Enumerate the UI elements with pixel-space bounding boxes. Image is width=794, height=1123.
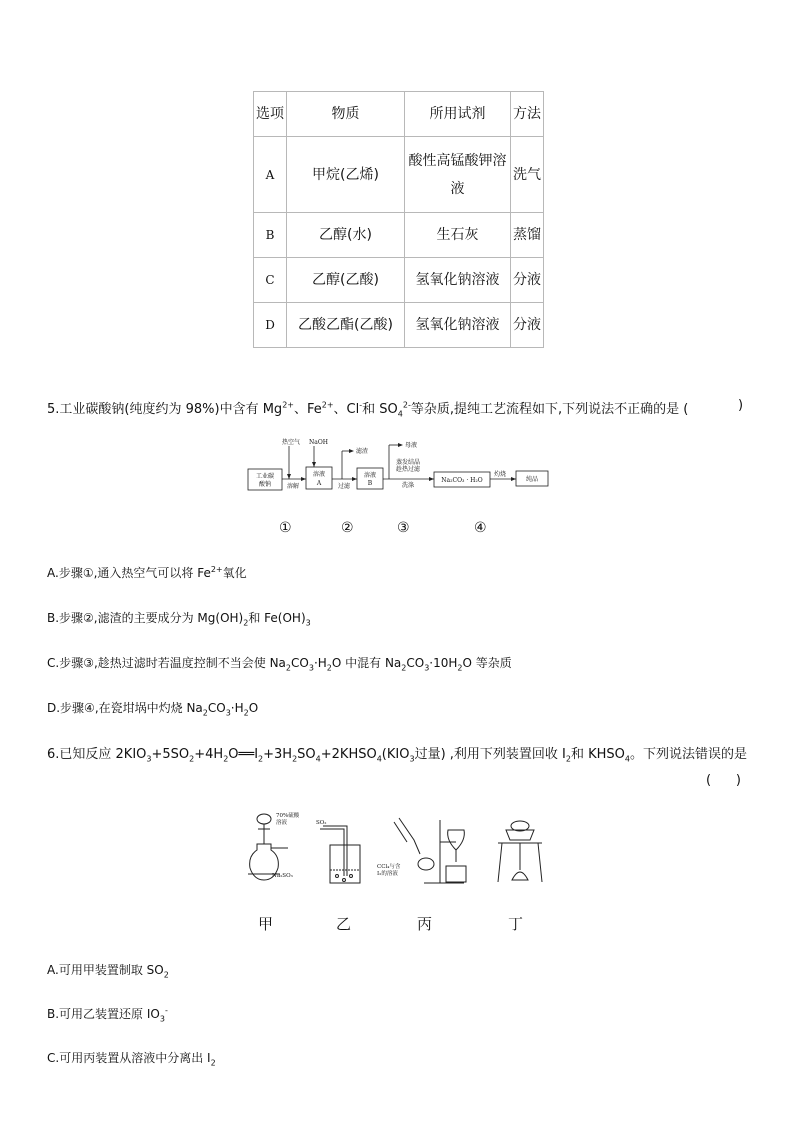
- option-subscript: 2: [243, 708, 249, 718]
- q5-text: 工业碳酸钠(纯度约为 98%)中含有 Mg: [59, 402, 283, 417]
- table-row: [254, 258, 544, 303]
- q5-flowchart: [246, 436, 556, 496]
- flow-evap-line1: 蒸发结晶: [396, 459, 421, 466]
- flow-box1-line2: 酸钠: [258, 481, 272, 488]
- row-substance: 甲烷(乙烯): [287, 137, 405, 213]
- header-method: 方法: [511, 92, 544, 137]
- q5-charge: 2+: [282, 400, 294, 410]
- flow-box1-line1: 工业碳: [255, 473, 275, 480]
- option-text: A.步骤①,通入热空气可以将 Fe: [47, 566, 211, 580]
- q6-option-b: [47, 1005, 168, 1023]
- apparatus-label: 丙: [417, 915, 433, 933]
- option-text: O 等杂质: [462, 656, 512, 670]
- apparatus-ding: [498, 821, 542, 882]
- flow-residue: 滤渣: [356, 448, 369, 455]
- q5-text: 、Fe: [293, 402, 322, 417]
- q6-text: (KIO: [381, 747, 410, 762]
- row-option: D: [254, 303, 287, 348]
- apparatus-label: 丁: [508, 915, 524, 933]
- q6-text: 和 KHSO: [570, 747, 625, 762]
- row-method: 蒸馏: [511, 213, 544, 258]
- step-label: ③: [397, 520, 410, 536]
- q6-subscript: 2: [292, 754, 298, 764]
- row-method: 分液: [511, 303, 544, 348]
- apparatus-label: 乙: [336, 915, 352, 933]
- option-subscript: 3: [305, 618, 311, 628]
- q6-text: O: [228, 747, 239, 762]
- q6-text: +3H: [263, 747, 293, 762]
- header-substance: 物质: [287, 92, 405, 137]
- label-ccl4-line1: CCl₄与含: [377, 864, 401, 870]
- row-option: A: [254, 137, 287, 213]
- option-subscript: 3: [424, 663, 430, 673]
- q6-text: 。下列说法错误的是: [629, 747, 747, 762]
- option-charge: -: [164, 1006, 168, 1015]
- q5-option-b: [47, 609, 311, 627]
- q5-text: 和 SO: [362, 402, 398, 417]
- option-subscript: 2: [457, 663, 463, 673]
- q6-subscript: 2: [258, 754, 264, 764]
- option-text: A.可用甲装置制取 SO: [47, 963, 164, 977]
- q6-text: +2KHSO: [320, 747, 377, 762]
- q6-subscript: 2: [189, 754, 195, 764]
- q5-text: 等杂质,提纯工艺流程如下,下列说法不正确的是 (: [410, 402, 689, 417]
- option-text: 和 Fe(OH): [248, 611, 306, 625]
- option-subscript: 2: [163, 970, 169, 980]
- row-reagent-line: 酸性高锰酸钾溶: [408, 152, 507, 169]
- row-option: C: [254, 258, 287, 303]
- option-text: CO: [207, 701, 226, 715]
- q5-text: 、Cl: [333, 402, 360, 417]
- flow-calcine: 灼烧: [494, 471, 507, 478]
- q6-text: 过量) ,利用下列装置回收 I: [414, 747, 566, 762]
- row-reagent: 生石灰: [405, 213, 511, 258]
- option-subscript: 2: [401, 663, 407, 673]
- q6-text: +5SO: [151, 747, 190, 762]
- step-label: ④: [474, 520, 487, 536]
- flow-filter: 过滤: [338, 483, 351, 490]
- option-subscript: 3: [225, 708, 231, 718]
- label-acid-line2: 溶液: [276, 820, 288, 826]
- q6-equals-sign: ══: [238, 747, 255, 762]
- flow-hot-air: 热空气: [282, 439, 301, 446]
- q6-text: I: [254, 747, 259, 762]
- q6-text: SO: [297, 747, 316, 762]
- q6-subscript: 2: [223, 754, 229, 764]
- row-method: 洗气: [511, 137, 544, 213]
- q6-subscript: 4: [376, 754, 382, 764]
- row-option: B: [254, 213, 287, 258]
- q5-number: 5.: [47, 402, 60, 417]
- option-subscript: 2: [326, 663, 332, 673]
- flow-box3-line2: B: [367, 480, 373, 487]
- option-subscript: 2: [285, 663, 292, 673]
- label-ccl4-line2: I₂的溶液: [377, 871, 398, 877]
- label-so2: SO₂: [316, 820, 327, 826]
- table-header-row: [254, 92, 544, 137]
- option-subscript: 3: [159, 1014, 165, 1024]
- option-subscript: 2: [202, 708, 208, 718]
- label-na2so3: Na₂SO₃: [272, 873, 293, 879]
- q5-charge: 2+: [321, 400, 334, 410]
- q6-subscript: 2: [565, 754, 571, 764]
- option-text: ·10H: [429, 656, 458, 670]
- q6-subscript: 3: [409, 754, 415, 764]
- flow-box3-line1: 溶液: [363, 472, 377, 479]
- table-row: [254, 303, 544, 348]
- flow-mother-liquor: 母液: [405, 442, 418, 449]
- option-text: ·H: [230, 701, 244, 715]
- q5-subscript: 4: [397, 409, 403, 419]
- row-substance: 乙醇(乙酸): [287, 258, 405, 303]
- apparatus-bing: [394, 818, 466, 883]
- row-reagent-line: 液: [450, 180, 465, 197]
- flow-box2-line2: A: [316, 480, 322, 487]
- row-reagent: [405, 137, 511, 213]
- flow-box4: Na₂CO₃ · H₂O: [441, 477, 483, 484]
- q6-text: +4H: [194, 747, 224, 762]
- table-row: [254, 213, 544, 258]
- option-charge: 2+: [210, 565, 223, 574]
- row-substance: 乙酸乙酯(乙酸): [287, 303, 405, 348]
- option-text: CO: [291, 656, 309, 670]
- q6-subscript: 3: [146, 754, 152, 764]
- apparatus-label: 甲: [258, 915, 274, 933]
- option-subscript: 3: [308, 663, 314, 673]
- q6-number: 6.: [47, 747, 60, 762]
- row-method: 分液: [511, 258, 544, 303]
- option-subscript: 2: [210, 1058, 216, 1068]
- q5-charge: -: [359, 400, 363, 410]
- q5-stem: [47, 398, 688, 419]
- q5-option-c: [47, 654, 512, 672]
- q5-blank-end: ): [738, 398, 744, 413]
- q6-stem: [47, 743, 747, 764]
- option-text: C.步骤③,趁热过滤时若温度控制不当会使 Na: [47, 656, 286, 670]
- row-reagent: 氢氧化钠溶液: [405, 258, 511, 303]
- option-text: O: [248, 701, 259, 715]
- q5-charge: 2-: [402, 400, 411, 410]
- q6-option-c: [47, 1049, 216, 1067]
- option-text: O 中混有 Na: [331, 656, 402, 670]
- q6-option-a: [47, 961, 169, 979]
- option-text: 氧化: [222, 566, 247, 580]
- option-text: ·H: [313, 656, 327, 670]
- row-reagent: 氢氧化钠溶液: [405, 303, 511, 348]
- step-label: ②: [341, 520, 354, 536]
- q6-apparatus: [244, 810, 554, 890]
- row-substance: 乙醇(水): [287, 213, 405, 258]
- q6-answer-blank: ( ): [706, 773, 741, 788]
- option-text: B.步骤②,滤渣的主要成分为 Mg(OH): [47, 611, 244, 625]
- flow-dissolve: 溶解: [287, 483, 300, 490]
- option-subscript: 2: [243, 618, 249, 628]
- step-label: ①: [279, 520, 292, 536]
- flow-evap-line2: 趁热过滤: [396, 466, 421, 473]
- q6-subscript: 4: [624, 754, 630, 764]
- q5-option-a: [47, 564, 247, 581]
- table-row: [254, 137, 544, 213]
- flow-wash: 洗涤: [402, 482, 415, 489]
- header-reagent: 所用试剂: [405, 92, 511, 137]
- option-text: CO: [406, 656, 425, 670]
- q6-subscript: 4: [315, 754, 321, 764]
- apparatus-yi: [320, 826, 360, 883]
- header-option: 选项: [254, 92, 287, 137]
- option-text: C.可用丙装置从溶液中分离出 I: [47, 1051, 211, 1065]
- label-acid-line1: 70%硫酸: [276, 813, 300, 819]
- option-text: B.可用乙装置还原 IO: [47, 1007, 160, 1021]
- options-table: [253, 91, 544, 348]
- q5-option-d: [47, 699, 258, 717]
- flow-box2-line1: 溶液: [312, 471, 326, 478]
- q6-text: 已知反应 2KIO: [59, 747, 147, 762]
- flow-naoh: NaOH: [309, 439, 328, 446]
- option-text: D.步骤④,在瓷坩埚中灼烧 Na: [47, 701, 203, 715]
- flow-box5: 纯品: [525, 476, 539, 483]
